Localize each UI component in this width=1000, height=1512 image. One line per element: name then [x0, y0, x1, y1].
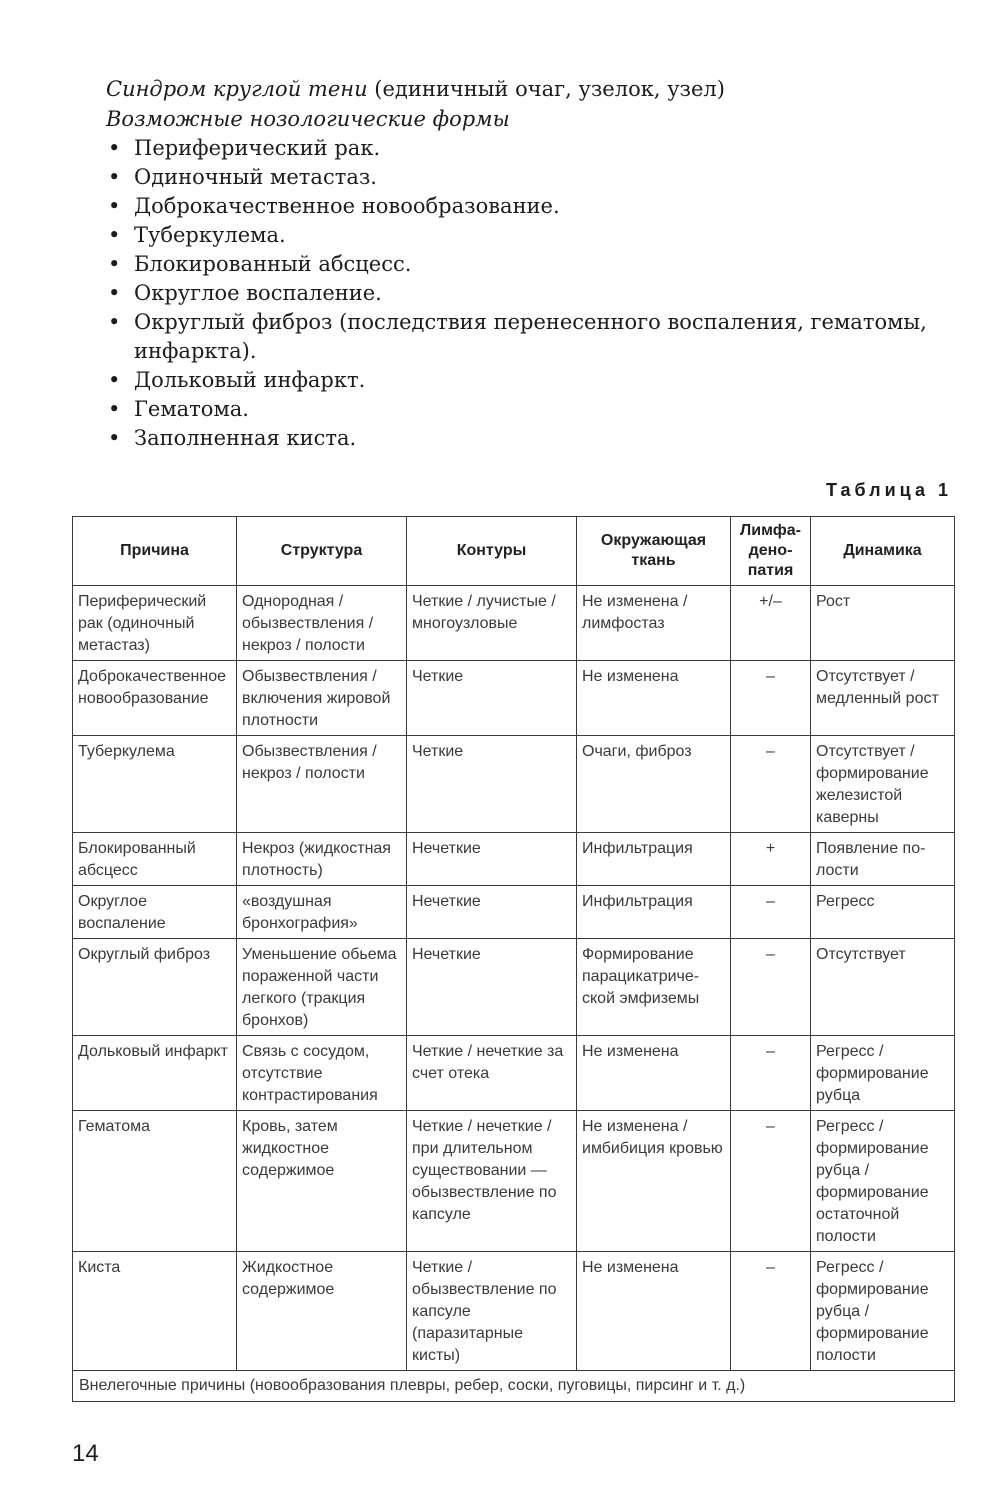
cell-contours: Четкие / нечеткие / при длительном существовании — обызвествление по капсуле [407, 1111, 577, 1252]
list-item: • Блокированный абсцесс. [106, 250, 966, 279]
list-item: • Туберкулема. [106, 221, 966, 250]
cell-lymph: +/– [731, 586, 811, 661]
cell-tissue: Не изменена / лимфостаз [577, 586, 731, 661]
cell-dynamics: Регресс / формирование рубца [811, 1036, 955, 1111]
cell-contours: Нечеткие [407, 833, 577, 886]
cell-lymph: – [731, 886, 811, 939]
list-item: • Одиночный метастаз. [106, 163, 966, 192]
cell-dynamics: Регресс / формирование рубца / формирование полости [811, 1252, 955, 1371]
cell-dynamics: Появление по-лости [811, 833, 955, 886]
nosological-forms-list [106, 134, 966, 453]
cell-cause: Гематома [73, 1111, 237, 1252]
cell-dynamics: Отсутствует [811, 939, 955, 1036]
heading-line [106, 74, 966, 104]
list-item: • Дольковый инфаркт. [106, 366, 966, 395]
cell-lymph: + [731, 833, 811, 886]
cell-cause: Блокированный абсцесс [73, 833, 237, 886]
cell-structure: Связь с сосудом, отсутствие контрастирования [237, 1036, 407, 1111]
cell-contours: Нечеткие [407, 939, 577, 1036]
cell-tissue: Не изменена [577, 1036, 731, 1111]
table-row [73, 1111, 955, 1252]
table-row [73, 1036, 955, 1111]
cell-dynamics: Регресс / формирование рубца / формирование остаточной полости [811, 1111, 955, 1252]
cell-structure: Обызвествления / включения жировой плотности [237, 661, 407, 736]
section-heading [106, 74, 966, 134]
cell-cause: Округлый фиброз [73, 939, 237, 1036]
cell-cause: Округлое воспаление [73, 886, 237, 939]
heading-title: Синдром круглой тени [106, 77, 368, 101]
cell-lymph: – [731, 736, 811, 833]
heading-subtitle: Возможные нозологические формы [106, 107, 510, 131]
list-item: • Округлое воспаление. [106, 279, 966, 308]
header-surrounding-tissue: Окружающая ткань [577, 517, 731, 586]
cell-cause: Киста [73, 1252, 237, 1371]
cell-cause: Туберкулема [73, 736, 237, 833]
list-item: • Округлый фиброз (последствия перенесенного воспаления, гематомы, инфаркта). [106, 308, 966, 366]
header-contours: Контуры [407, 517, 577, 586]
cell-dynamics: Отсутствует / формирование железистой каверны [811, 736, 955, 833]
cell-structure: Жидкостное содержимое [237, 1252, 407, 1371]
cell-lymph: – [731, 1036, 811, 1111]
list-item: • Заполненная киста. [106, 424, 966, 453]
table-row [73, 939, 955, 1036]
list-item: • Гематома. [106, 395, 966, 424]
cell-tissue: Не изменена [577, 661, 731, 736]
cell-structure: Кровь, затем жидкостное содержимое [237, 1111, 407, 1252]
cell-structure: Обызвествления / некроз / полости [237, 736, 407, 833]
list-item: • Доброкачественное новообразование. [106, 192, 966, 221]
table-row [73, 833, 955, 886]
cell-cause: Доброкачественное новообразование [73, 661, 237, 736]
cell-structure: «воздушная бронхография» [237, 886, 407, 939]
cell-lymph: – [731, 661, 811, 736]
cell-contours: Четкие [407, 661, 577, 736]
table-row [73, 586, 955, 661]
table-row [73, 736, 955, 833]
table-header-row [73, 517, 955, 586]
cell-lymph: – [731, 939, 811, 1036]
table-caption: Таблица 1 [825, 480, 952, 500]
page-number: 14 [72, 1440, 99, 1467]
cell-contours: Четкие / лучистые / многоузловые [407, 586, 577, 661]
cell-contours: Нечеткие [407, 886, 577, 939]
header-structure: Структура [237, 517, 407, 586]
differential-table [72, 516, 955, 1402]
table-row [73, 886, 955, 939]
cell-structure: Однородная / обызвествления / некроз / полости [237, 586, 407, 661]
cell-cause: Дольковый инфаркт [73, 1036, 237, 1111]
cell-dynamics: Регресс [811, 886, 955, 939]
cell-tissue: Инфильтрация [577, 886, 731, 939]
cell-structure: Некроз (жидкостная плотность) [237, 833, 407, 886]
cell-structure: Уменьшение обьема пораженной части легкого (тракция бронхов) [237, 939, 407, 1036]
header-lymphadenopathy: Лимфа-дено-патия [731, 517, 811, 586]
cell-dynamics: Отсутствует / медленный рост [811, 661, 955, 736]
cell-lymph: – [731, 1252, 811, 1371]
header-dynamics: Динамика [811, 517, 955, 586]
table-row [73, 1252, 955, 1371]
cell-cause: Периферический рак (одиночный метастаз) [73, 586, 237, 661]
cell-contours: Четкие [407, 736, 577, 833]
cell-lymph: – [731, 1111, 811, 1252]
cell-dynamics: Рост [811, 586, 955, 661]
cell-contours: Четкие / нечеткие за счет отека [407, 1036, 577, 1111]
cell-tissue: Не изменена / имбибиция кровью [577, 1111, 731, 1252]
list-item: • Периферический рак. [106, 134, 966, 163]
heading-title-rest: (единичный очаг, узелок, узел) [367, 77, 725, 101]
cell-contours: Четкие / обызвествление по капсуле (паразитарные кисты) [407, 1252, 577, 1371]
table-footer-row [73, 1371, 955, 1402]
extrapulmonary-causes-note: Внелегочные причины (новообразования плевры, ребер, соски, пуговицы, пирсинг и т. д.) [73, 1371, 955, 1402]
cell-tissue: Инфильтрация [577, 833, 731, 886]
header-cause: Причина [73, 517, 237, 586]
cell-tissue: Формирование парацикатриче-ской эмфиземы [577, 939, 731, 1036]
table-row [73, 661, 955, 736]
cell-tissue: Очаги, фиброз [577, 736, 731, 833]
cell-tissue: Не изменена [577, 1252, 731, 1371]
